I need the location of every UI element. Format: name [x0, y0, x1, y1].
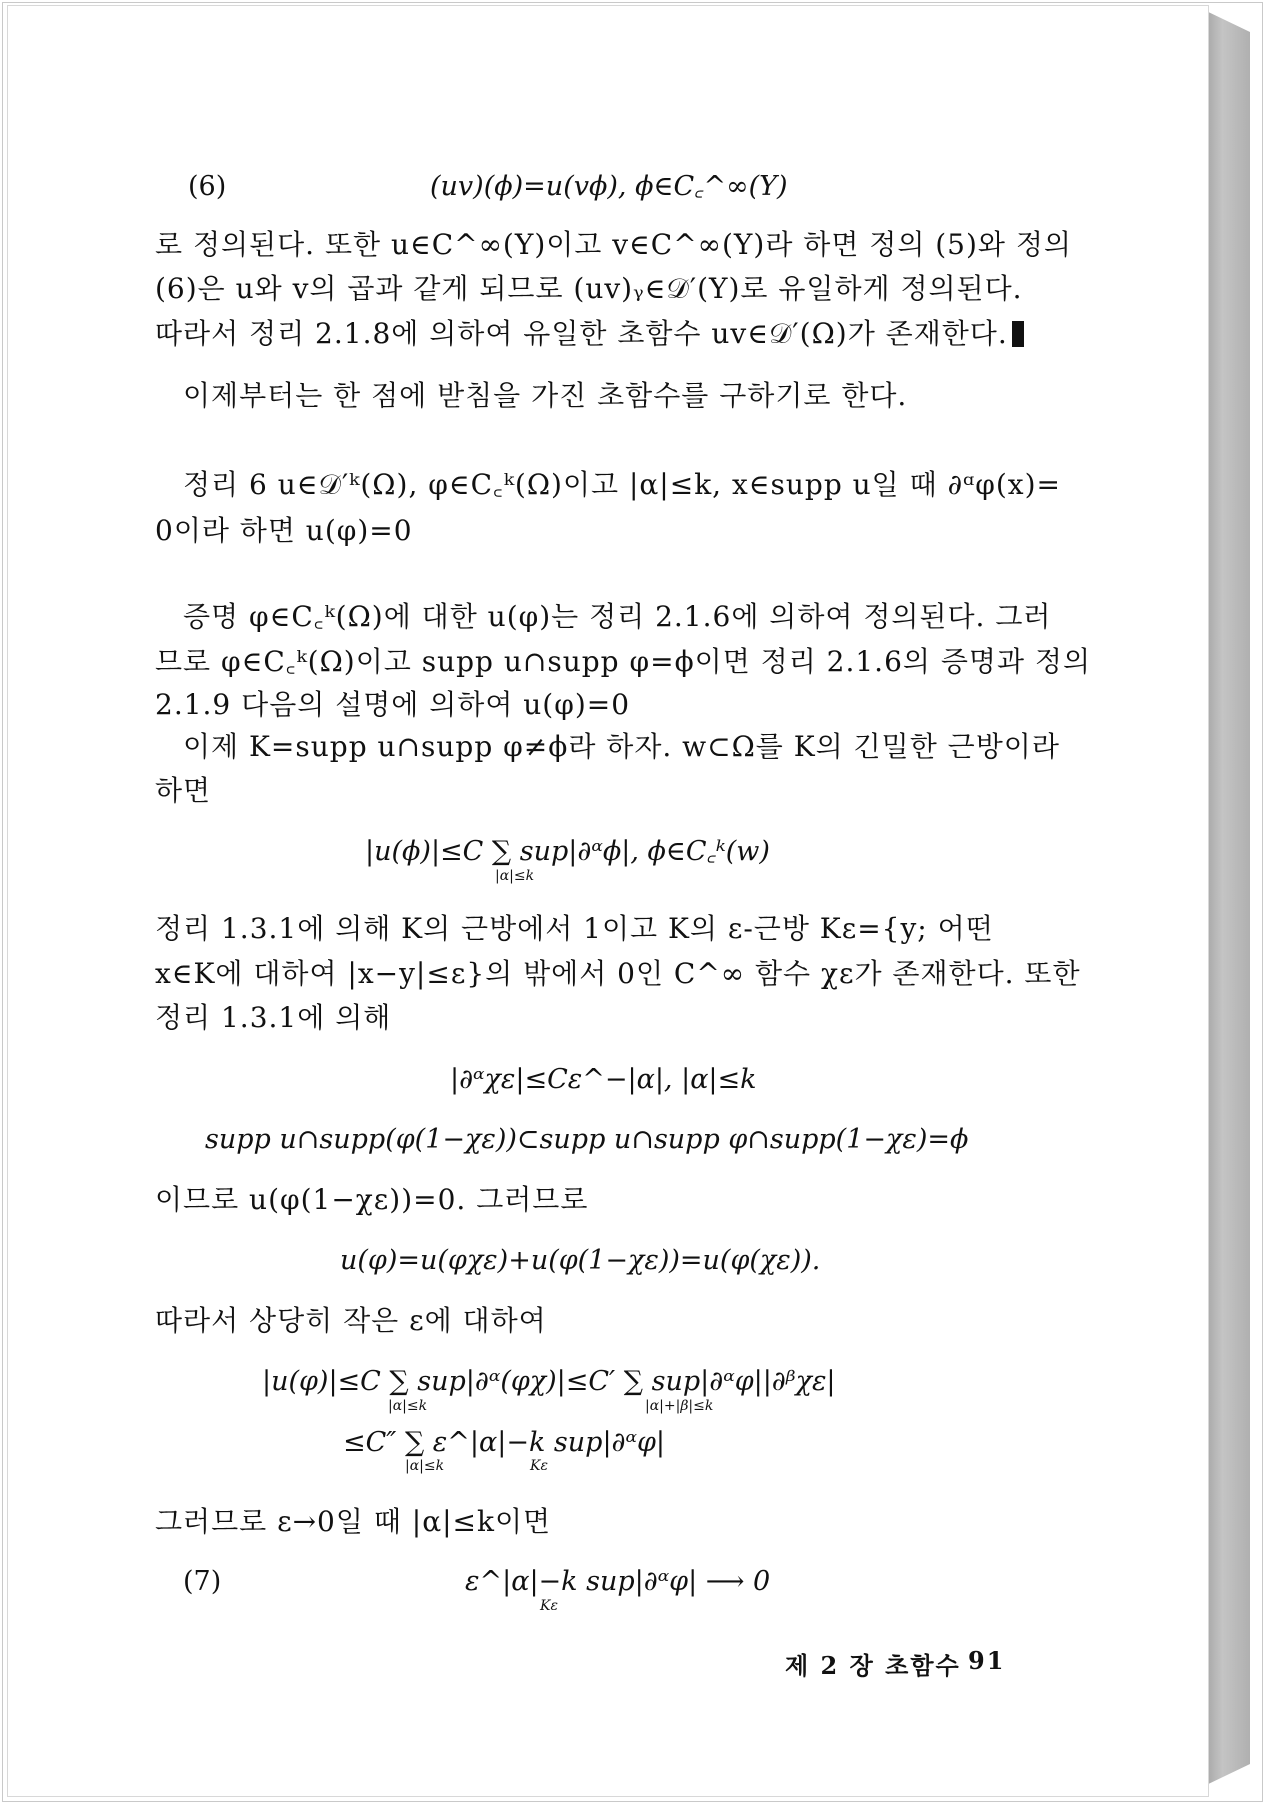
- equation-7: ε^|α|−k sup|∂ᵅφ| ⟶ 0: [465, 1566, 771, 1597]
- theorem-line: 0이라 하면 u(φ)=0: [155, 514, 413, 547]
- estimate-equation-continued: ≤C″ ∑ ε^|α|−k sup|∂ᵅφ|: [343, 1427, 665, 1458]
- text-line: 그러므로 ε→0일 때 |α|≤k이면: [155, 1505, 552, 1538]
- text-span: 따라서 정리 2.1.8에 의하여 유일한 초함수 uv∈𝒟′(Ω)가 존재한다.: [155, 317, 1008, 350]
- text-line: 이므로 u(φ(1−χε))=0. 그러므로: [155, 1183, 589, 1216]
- equation-number: (6): [188, 171, 227, 202]
- text-line: 로 정의된다. 또한 u∈C^∞(Y)이고 v∈C^∞(Y)라 하면 정의 (5)와 정의: [155, 228, 1072, 261]
- proof-line: 므로 φ∈C꜀ᵏ(Ω)이고 supp u∩supp φ=ϕ이면 정리 2.1.6의 증명과 정의: [155, 645, 1091, 678]
- sum-subscript: |α|≤k: [388, 1398, 428, 1414]
- equation-number: (7): [183, 1566, 222, 1597]
- text-line: x∈K에 대하여 |x−y|≤ε}의 밖에서 0인 C^∞ 함수 χε가 존재한다. 또한: [155, 957, 1081, 990]
- proof-line: 증명 φ∈C꜀ᵏ(Ω)에 대한 u(φ)는 정리 2.1.6에 의하여 정의된다. 그러: [183, 600, 1052, 633]
- support-equation: supp u∩supp(φ(1−χε))⊂supp u∩supp φ∩supp(1−χε)=ϕ: [205, 1124, 969, 1155]
- equation-6: (uv)(ϕ)=u(vϕ), ϕ∈C꜀^∞(Y): [430, 171, 788, 202]
- text-line: [155, 317, 1024, 351]
- sum-subscript: |α|≤k: [495, 868, 535, 884]
- text-line: 정리 1.3.1에 의해 K의 근방에서 1이고 K의 ε-근방 Kε={y; 어떤: [155, 912, 994, 945]
- running-footer-chapter: 제 2 장 초함수: [785, 1651, 961, 1680]
- page-number: 91: [968, 1646, 1006, 1675]
- theorem-line: 정리 6 u∈𝒟′ᵏ(Ω), φ∈C꜀ᵏ(Ω)이고 |α|≤k, x∈supp u일 때 ∂ᵅφ(x)=: [183, 468, 1061, 501]
- bound-equation: |u(ϕ)|≤C ∑ sup|∂ᵅϕ|, ϕ∈C꜀ᵏ(w): [365, 836, 770, 867]
- split-equation: u(φ)=u(φχε)+u(φ(1−χε))=u(φ(χε)).: [340, 1245, 821, 1276]
- text-line: (6)은 u와 v의 곱과 같게 되므로 (uv)ᵧ∈𝒟′(Y)로 유일하게 정의된다.: [155, 272, 1023, 305]
- derivative-bound-equation: |∂ᵅχε|≤Cε^−|α|, |α|≤k: [450, 1064, 757, 1095]
- intro-line: 이제부터는 한 점에 받침을 가진 초함수를 구하기로 한다.: [183, 379, 908, 412]
- estimate-equation: |u(φ)|≤C ∑ sup|∂ᵅ(φχ)|≤C′ ∑ sup|∂ᵅφ||∂ᵝχε|: [262, 1366, 836, 1397]
- proof-line: 이제 K=supp u∩supp φ≠ϕ라 하자. w⊂Ω를 K의 긴밀한 근방이라: [183, 730, 1060, 763]
- proof-line: 하면: [155, 774, 212, 807]
- sup-subscript: Kε: [530, 1458, 548, 1474]
- proof-line: 2.1.9 다음의 설명에 의하여 u(φ)=0: [155, 688, 631, 721]
- sup-subscript: Kε: [540, 1598, 558, 1614]
- text-line: 정리 1.3.1에 의해: [155, 1001, 392, 1034]
- end-of-proof-mark: [1012, 321, 1024, 347]
- text-line: 따라서 상당히 작은 ε에 대하여: [155, 1304, 547, 1337]
- sum-subscript: |α|≤k: [405, 1458, 445, 1474]
- sum-subscript: |α|+|β|≤k: [645, 1398, 714, 1414]
